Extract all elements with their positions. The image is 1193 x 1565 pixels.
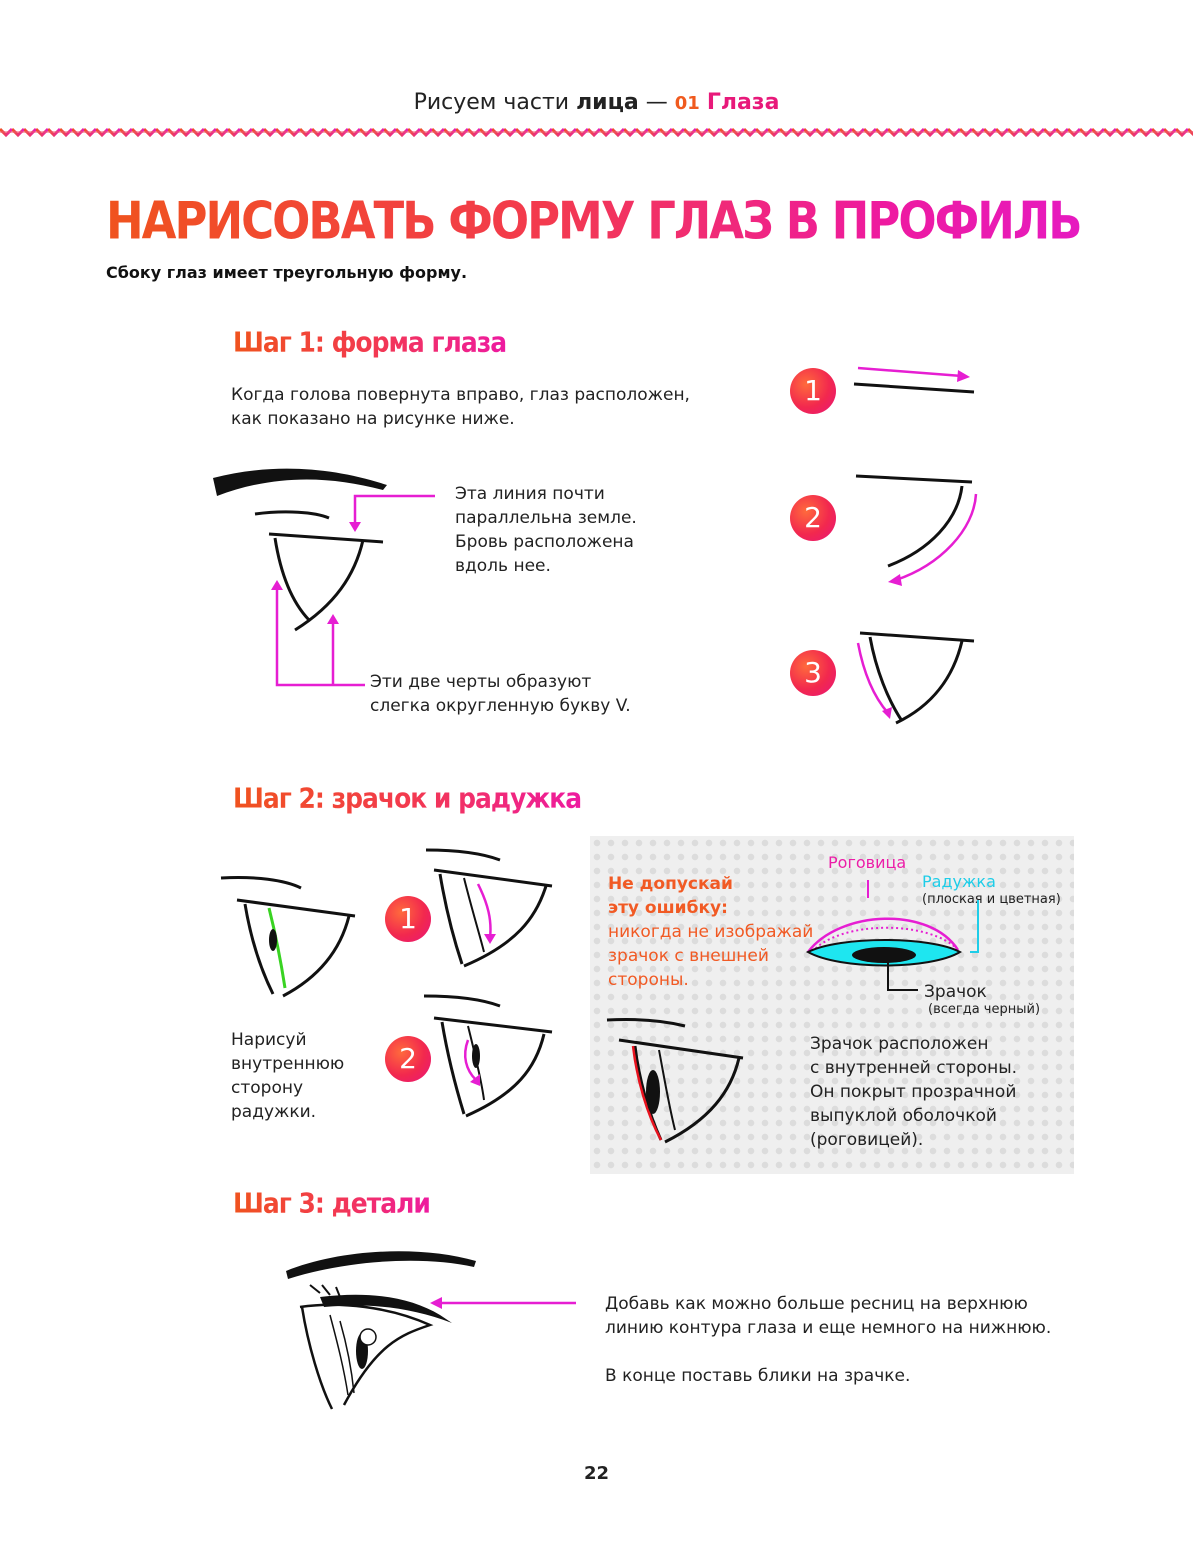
error-title-line: эту ошибку: bbox=[608, 898, 728, 918]
note-line: Эти две черты образуют bbox=[370, 672, 592, 692]
header-dash: — bbox=[645, 90, 668, 115]
step2-heading: Шаг 2: зрачок и радужка bbox=[233, 782, 582, 814]
step3-final-eye bbox=[280, 1245, 590, 1420]
page-number: 22 bbox=[583, 1463, 610, 1484]
step1-intro-line: как показано на рисунке ниже. bbox=[231, 409, 515, 429]
note-line: с внутренней стороны. bbox=[810, 1058, 1018, 1078]
step1-note1 bbox=[455, 482, 637, 578]
running-header bbox=[0, 90, 1193, 115]
chapter-title: Глаза bbox=[706, 90, 780, 115]
pupil-note bbox=[810, 1032, 1017, 1152]
note-line: Нарисуй bbox=[231, 1030, 307, 1050]
step1-badge-1: 1 bbox=[790, 368, 836, 414]
error-block bbox=[608, 872, 813, 992]
note-line: сторону bbox=[231, 1078, 304, 1098]
note-line: выпуклой оболочкой bbox=[810, 1106, 997, 1126]
error-title-line: Не допускай bbox=[608, 874, 733, 894]
note-line: Эта линия почти bbox=[455, 484, 605, 504]
zigzag-divider bbox=[0, 126, 1193, 138]
note-line: (роговицей). bbox=[810, 1130, 924, 1150]
step1-note2 bbox=[370, 670, 631, 718]
step1-badge-3: 3 bbox=[790, 650, 836, 696]
step2-mini-1 bbox=[420, 840, 560, 970]
step2-note bbox=[231, 1028, 344, 1124]
step1-intro bbox=[231, 383, 690, 431]
pupil-label: Зрачок bbox=[924, 982, 987, 1002]
note-line: В конце поставь блики на зрачке. bbox=[605, 1366, 911, 1386]
page-subtitle: Сбоку глаз имеет треугольную форму. bbox=[106, 263, 468, 282]
note-line: линию контура глаза и еще немного на нижнюю. bbox=[605, 1318, 1052, 1338]
note-line: радужки. bbox=[231, 1102, 317, 1122]
step1-mini-2 bbox=[850, 470, 990, 590]
step1-mini-1 bbox=[850, 360, 980, 400]
step2-mini-2 bbox=[420, 990, 560, 1120]
chapter-number: 01 bbox=[674, 93, 700, 114]
cornea-label: Роговица bbox=[828, 853, 907, 872]
eye-cross-section bbox=[800, 870, 990, 1000]
error-text-line: стороны. bbox=[608, 970, 689, 990]
error-text-line: зрачок с внешней bbox=[608, 946, 769, 966]
page-title: НАРИСОВАТЬ ФОРМУ ГЛАЗ В ПРОФИЛЬ bbox=[106, 190, 1081, 251]
note-line: Зрачок расположен bbox=[810, 1034, 989, 1054]
step1-eye-diagram bbox=[205, 460, 465, 700]
step3-heading: Шаг 3: детали bbox=[233, 1187, 430, 1219]
pupil-sublabel: (всегда черный) bbox=[928, 1002, 1041, 1017]
step2-badge-2: 2 bbox=[385, 1036, 431, 1082]
note-line: слегка округленную букву V. bbox=[370, 696, 631, 716]
note-line: вдоль нее. bbox=[455, 556, 551, 576]
step1-mini-3 bbox=[850, 625, 990, 735]
iris-label: Радужка bbox=[922, 872, 996, 891]
iris-sublabel: (плоская и цветная) bbox=[922, 892, 1061, 907]
note-line: Бровь расположена bbox=[455, 532, 634, 552]
error-text-line: никогда не изображай bbox=[608, 922, 814, 942]
step3-note bbox=[605, 1292, 1051, 1388]
note-line: внутреннюю bbox=[231, 1054, 345, 1074]
note-line: Добавь как можно больше ресниц на верхнюю bbox=[605, 1294, 1028, 1314]
note-line: Он покрыт прозрачной bbox=[810, 1082, 1017, 1102]
step2-badge-1: 1 bbox=[385, 896, 431, 942]
header-part1: Рисуем части bbox=[413, 90, 570, 115]
step1-intro-line: Когда голова повернута вправо, глаз расположен, bbox=[231, 385, 690, 405]
step2-eye-base bbox=[215, 870, 365, 1000]
note-line: параллельна земле. bbox=[455, 508, 637, 528]
error-example-eye bbox=[605, 1010, 755, 1150]
step1-heading: Шаг 1: форма глаза bbox=[233, 326, 507, 358]
step1-badge-2: 2 bbox=[790, 495, 836, 541]
header-part2: лица bbox=[576, 90, 639, 115]
